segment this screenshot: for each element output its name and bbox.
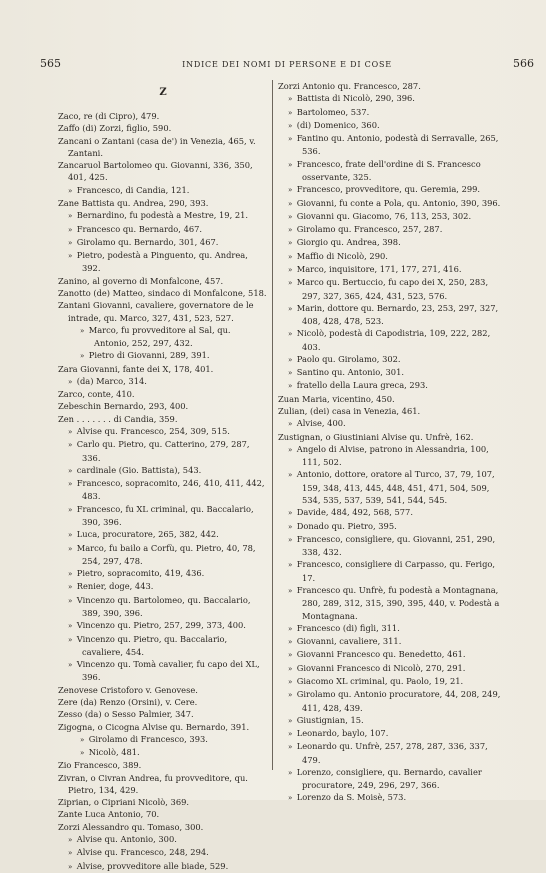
index-entry: Zustignan, o Giustiniani Alvise qu. Unfrè, 162. [278,431,474,442]
index-entry: Zane Battista qu. Andrea, 290, 393. [58,197,209,208]
page-number-right: 566 [512,57,534,70]
index-subentry: » Leonardo, baylo, 107. [278,727,506,740]
index-subentry: » Alvise qu. Francesco, 254, 309, 515. [58,425,268,438]
index-subentry: » Angelo di Alvise, patrono in Alessandria, 100, 111, 502. [278,443,506,469]
index-subentry: » Marco qu. Bertuccio, fu capo dei X, 250, 283, 297, 327, 365, 424, 431, 523, 576. [278,276,506,302]
index-subentry: » Carlo qu. Pietro, qu. Catterino, 279, 287, 336. [58,438,268,464]
index-subentry: » Giovanni qu. Giacomo, 76, 113, 253, 302. [278,210,506,223]
index-subentry: » Donado qu. Pietro, 395. [278,520,506,533]
index-entry: Zulian, (dei) casa in Venezia, 461. [278,406,421,417]
index-subentry: » Francesco qu. Unfrè, fu podestà a Montagnana, 280, 289, 312, 315, 390, 395, 440, v. Podestà a Montagnana. [278,584,506,622]
index-subentry: » Francesco qu. Bernardo, 467. [58,223,268,236]
index-subentry: » Alvise, provveditore alle biade, 529. [58,860,268,873]
section-letter: Z [159,87,167,98]
index-subentry: » Nicolò, podestà di Capodistria, 109, 222, 282, 403. [278,327,506,353]
index-entry: Zorzi Alessandro qu. Tomaso, 300. [58,821,204,832]
index-entry: Zancaruol Bartolomeo qu. Giovanni, 336, 350, 401, 425. [58,160,253,183]
index-subentry: » Girolamo qu. Bernardo, 301, 467. [58,236,268,249]
index-subentry: » (di) Domenico, 360. [278,119,506,132]
index-subentry: » Vincenzo qu. Pietro, 257, 299, 373, 400. [58,619,268,632]
index-subentry: » Vincenzo qu. Bartolomeo, qu. Baccalario, 389, 390, 396. [58,594,268,620]
index-subentry: » Francesco, consigliere di Carpasso, qu. Ferigo, 17. [278,558,506,584]
index-subentry: » Giorgio qu. Andrea, 398. [278,236,506,249]
index-subentry: » Pietro, podestà a Pinguento, qu. Andrea, 392. [58,249,268,275]
page-number-left: 565 [40,57,61,70]
index-subentry: » Francesco, frate dell'ordine di S. Francesco osservante, 325. [278,158,506,184]
index-subentry: » cardinale (Gio. Battista), 543. [58,464,268,477]
index-subentry: » Alvise qu. Francesco, 248, 294. [58,846,268,859]
index-subentry: » Francesco, fu XL criminal, qu. Baccalario, 390, 396. [58,503,268,529]
index-subentry: » Santino qu. Antonio, 301. [278,366,506,379]
index-subentry: » Lorenzo, consigliere, qu. Bernardo, cavalier procuratore, 249, 296, 297, 366. [278,766,506,792]
index-subentry: » Vincenzo qu. Pietro, qu. Baccalario, cavaliere, 454. [58,633,268,659]
index-subentry: » Nicolò, 481. [58,746,268,759]
index-subentry: » Marco, fu bailo a Corfù, qu. Pietro, 40, 78, 254, 297, 478. [58,542,268,568]
index-subentry: » Alvise qu. Antonio, 300. [58,833,268,846]
index-entry: Zen . . . . . . . di Candia, 359. [58,413,178,424]
index-subentry: » Vincenzo qu. Tomà cavalier, fu capo dei XL, 396. [58,658,268,684]
index-entry: Ziprian, o Cipriani Nicolò, 369. [58,797,190,808]
index-entry: Zanino, al governo di Monfalcone, 457. [58,275,224,286]
index-entry: Zantani Giovanni, cavaliere, governatore de le intrade, qu. Marco, 327, 431, 523, 527. [58,300,254,323]
index-entry: Zara Giovanni, fante dei X, 178, 401. [58,363,214,374]
index-entry: Zebeschin Bernardo, 293, 400. [58,401,189,412]
index-subentry: » Fantino qu. Antonio, podestà di Serravalle, 265, 536. [278,132,506,158]
index-entry: Zante Luca Antonio, 70. [58,809,160,820]
left-column [58,86,268,873]
index-subentry: » Maffio di Nicolò, 290. [278,250,506,263]
index-subentry: » Antonio, dottore, oratore al Turco, 37, 79, 107, 159, 348, 413, 445, 448, 451, 471, 504, 509, 534, 535, 537, 539, 541, 544, 545. [278,468,506,506]
index-subentry: » Giovanni Francesco di Nicolò, 270, 291. [278,662,506,675]
index-entry: Zarco, conte, 410. [58,389,135,400]
index-subentry: » Francesco, sopracomito, 246, 410, 411, 442, 483. [58,477,268,503]
index-subentry: » Giovanni, fu conte a Pola, qu. Antonio, 390, 396. [278,197,506,210]
index-subentry: » Giovanni, cavaliere, 311. [278,635,506,648]
index-subentry: » Francesco, provveditore, qu. Geremia, 299. [278,183,506,196]
index-subentry: » Pietro di Giovanni, 289, 391. [58,349,268,362]
index-subentry: » Bartolomeo, 537. [278,106,506,119]
index-subentry: » Paolo qu. Girolamo, 302. [278,353,506,366]
right-column [278,80,506,805]
index-subentry: » Giustignian, 15. [278,714,506,727]
index-entry: Zenovese Cristoforo v. Genovese. [58,684,198,695]
index-entry: Zanotto (de) Matteo, sindaco di Monfalcone, 518. [58,287,267,298]
index-subentry: » Lorenzo da S. Moisè, 573. [278,791,506,804]
index-subentry: » Francesco (di) figli, 311. [278,622,506,635]
index-subentry: » Francesco, consigliere, qu. Giovanni, 251, 290, 338, 432. [278,533,506,559]
index-entry: Zere (da) Renzo (Orsini), v. Cere. [58,696,198,707]
index-subentry: » Giacomo XL criminal, qu. Paolo, 19, 21. [278,675,506,688]
index-entry: Zivran, o Civran Andrea, fu provveditore, qu. Pietro, 134, 429. [58,772,248,795]
index-entry: Zancani o Zantani (casa de') in Venezia, 465, v. Zantani. [58,135,256,158]
index-subentry: » Leonardo qu. Unfrè, 257, 278, 287, 336, 337, 479. [278,740,506,766]
index-subentry: » fratello della Laura greca, 293. [278,379,506,392]
page-header [40,58,534,71]
column-divider [272,80,273,770]
index-subentry: » Pietro, sopracomito, 419, 436. [58,567,268,580]
index-subentry: » Bernardino, fu podestà a Mestre, 19, 21. [58,209,268,222]
index-subentry: » Girolamo qu. Francesco, 257, 287. [278,223,506,236]
index-entry: Zio Francesco, 389. [58,760,142,771]
index-entry: Zaco, re (di Cipro), 479. [58,111,160,121]
running-title: INDICE DEI NOMI DI PERSONE E DI COSE [182,60,392,69]
index-subentry: » (da) Marco, 314. [58,375,268,388]
index-subentry: » Francesco, di Candia, 121. [58,184,268,197]
index-subentry: » Girolamo di Francesco, 393. [58,733,268,746]
index-subentry: » Luca, procuratore, 265, 382, 442. [58,528,268,541]
index-subentry: » Renier, doge, 443. [58,580,268,593]
index-subentry: » Battista di Nicolò, 290, 396. [278,92,506,105]
index-entry: Zaffo (di) Zorzi, figlio, 590. [58,123,172,134]
index-entry: Zigogna, o Cicogna Alvise qu. Bernardo, 391. [58,721,250,732]
index-entry: Zesso (da) o Sesso Palmier, 347. [58,709,194,720]
index-subentry: » Giovanni Francesco qu. Benedetto, 461. [278,648,506,661]
index-subentry: » Alvise, 400. [278,417,506,430]
index-subentry: » Girolamo qu. Antonio procuratore, 44, 208, 249, 411, 428, 439. [278,688,506,714]
index-subentry: » Marco, inquisitore, 171, 177, 271, 416. [278,263,506,276]
index-subentry: » Davide, 484, 492, 568, 577. [278,506,506,519]
index-subentry: » Marin, dottore qu. Bernardo, 23, 253, 297, 327, 408, 428, 478, 523. [278,302,506,328]
index-subentry: » Marco, fu provveditore al Sal, qu. Antonio, 252, 297, 432. [58,324,268,350]
index-entry: Zorzi Antonio qu. Francesco, 287. [278,81,421,91]
index-entry: Zuan Maria, vicentino, 450. [278,393,395,404]
